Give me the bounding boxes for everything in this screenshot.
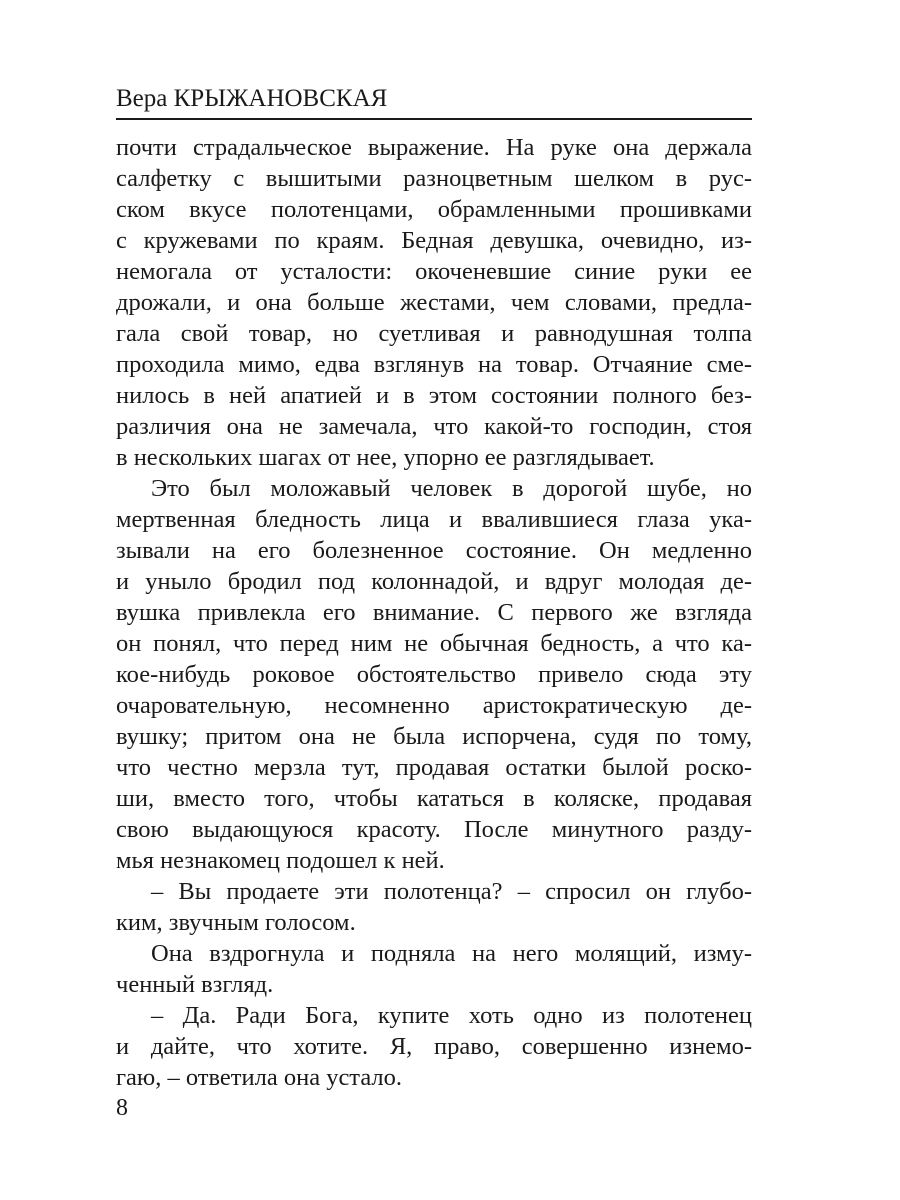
text-line: нилось в ней апатией и в этом состоянии полного без- xyxy=(116,382,752,409)
body-text xyxy=(116,132,752,1093)
text-line: и дайте, что хотите. Я, право, совершенно изнемо- xyxy=(116,1033,752,1060)
text-line: и уныло бродил под колоннадой, и вдруг молодая де- xyxy=(116,568,752,595)
text-line: свою выдающуюся красоту. После минутного разду- xyxy=(116,816,752,843)
text-line: вушку; притом она не была испорчена, судя по тому, xyxy=(116,723,752,750)
paragraph xyxy=(116,1000,752,1093)
paragraph xyxy=(116,876,752,938)
text-line: ченный взгляд. xyxy=(116,971,274,998)
text-line: дрожали, и она больше жестами, чем словами, предла- xyxy=(116,289,752,316)
text-line: гаю, – ответила она устало. xyxy=(116,1064,403,1091)
paragraph xyxy=(116,132,752,473)
header-author-title: Вера КРЫЖАНОВСКАЯ xyxy=(116,85,388,112)
text-line: гала свой товар, но суетливая и равнодушная толпа xyxy=(116,320,752,347)
text-line: ши, вместо того, чтобы кататься в коляске, продавая xyxy=(116,785,752,812)
text-line: в нескольких шагах от нее, упорно ее разглядывает. xyxy=(116,444,655,471)
text-line: почти страдальческое выражение. На руке она держала xyxy=(116,134,752,161)
text-line: различия она не замечала, что какой-то господин, стоя xyxy=(116,413,752,440)
running-header xyxy=(116,78,752,120)
text-line: кое-нибудь роковое обстоятельство привело сюда эту xyxy=(116,661,752,688)
text-line: салфетку с вышитыми разноцветным шелком в рус- xyxy=(116,165,752,192)
text-line: мья незнакомец подошел к ней. xyxy=(116,847,445,874)
text-line: очаровательную, несомненно аристократическую де- xyxy=(116,692,752,719)
text-line: Это был моложавый человек в дорогой шубе, но xyxy=(151,475,752,502)
text-line: ким, звучным голосом. xyxy=(116,909,356,936)
text-line: что честно мерзла тут, продавая остатки былой роско- xyxy=(116,754,752,781)
text-line: немогала от усталости: окоченевшие синие руки ее xyxy=(116,258,752,285)
text-line: проходила мимо, едва взглянув на товар. Отчаяние сме- xyxy=(116,351,752,378)
text-line: мертвенная бледность лица и ввалившиеся глаза ука- xyxy=(116,506,752,533)
text-line: Она вздрогнула и подняла на него молящий, изму- xyxy=(151,940,752,967)
text-line: зывали на его болезненное состояние. Он медленно xyxy=(116,537,752,564)
page-number: 8 xyxy=(116,1095,128,1121)
text-line: – Вы продаете эти полотенца? – спросил он глубо- xyxy=(151,878,752,905)
text-line: он понял, что перед ним не обычная бедность, а что ка- xyxy=(116,630,752,657)
text-line: – Да. Ради Бога, купите хоть одно из полотенец xyxy=(151,1002,752,1029)
paragraph xyxy=(116,473,752,876)
text-line: ском вкусе полотенцами, обрамленными прошивками xyxy=(116,196,752,223)
text-line: вушка привлекла его внимание. С первого же взгляда xyxy=(116,599,752,626)
paragraph xyxy=(116,938,752,1000)
text-line: с кружевами по краям. Бедная девушка, очевидно, из- xyxy=(116,227,752,254)
